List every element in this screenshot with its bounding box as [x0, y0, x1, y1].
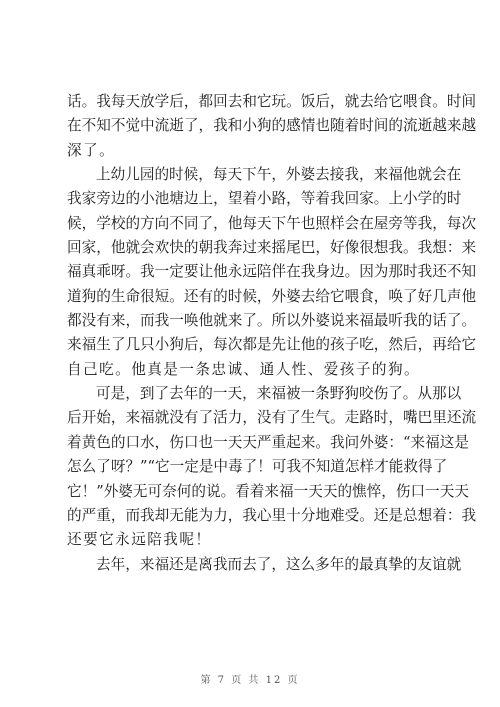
- text-line: 的 严 重 ， 而 我 却 无 能 为 力 ， 我 心 里 十 分 地 难 受 。 还 是 总 想 着 ： 我: [67, 506, 477, 524]
- text-line: 我 家 旁 边 的 小 池 塘 边 上 ， 望 着 小 路 ， 等 着 我 回 家 。 上 小 学 的 时: [67, 190, 462, 208]
- text-line: 后 开 始 ， 来 福 就 没 有 了 活 力 ， 没 有 了 生 气 。 走 路 时 ， 嘴 巴 里 还 流: [67, 409, 477, 427]
- text-line: 来 福 生 了 几 只 小 狗 后 ， 每 次 都 是 先 让 他 的 孩 子 吃 ， 然 后 ， 再 给 它: [67, 336, 477, 354]
- text-line: 话 。 我 每 天 放 学 后 ， 都 回 去 和 它 玩 。 饭 后 ， 就 去 给 它 喂 食 。 时 间: [67, 93, 477, 110]
- text-line: 去 年 ， 来 福 还 是 离 我 而 去 了 ， 这 么 多 年 的 最 真 挚 的 友 谊 就: [96, 555, 462, 573]
- text-line: 都 没 有 来 ， 而 我 一 唤 他 就 来 了 。 所 以 外 婆 说 来 福 最 听 我 的 话 了 。: [67, 312, 477, 330]
- text-line: 道 狗 的 生 命 很 短 。 还 有 的 时 候 ， 外 婆 去 给 它 喂 食 ， 唤 了 好 几 声 他: [67, 287, 477, 305]
- text-line: 上 幼 儿 园 的 时 候 ， 每 天 下 午 ， 外 婆 去 接 我 ， 来 福 他 就 会 在: [96, 166, 462, 184]
- text-line: 在 不 知 不 觉 中 流 逝 了 ， 我 和 小 狗 的 感 情 也 随 着 时 间 的 流 逝 越 来 越: [67, 117, 477, 135]
- text-line: 自 己 吃 。 他 真 是 一 条 忠 诚 、 通 人 性 、 爱 孩 子 的 狗 。: [67, 360, 421, 378]
- text-line: 回 家 ， 他 就 会 欢 快 的 朝 我 奔 过 来 摇 尾 巴 ， 好 像 很 想 我 。 我 想 ： 来: [67, 239, 477, 257]
- text-line: 怎 么 了 呀 ？ ” “ 它 一 定 是 中 毒 了 ！ 可 我 不 知 道 怎 样 才 能 救 得 了: [67, 458, 448, 476]
- text-line: 福 真 乖 呀 。 我 一 定 要 让 他 永 远 陪 伴 在 我 身 边 。 因 为 那 时 我 还 不 知: [67, 263, 477, 281]
- document-body: [67, 90, 477, 577]
- text-line: 深 了 。: [67, 141, 116, 159]
- text-line: 可 是 ， 到 了 去 年 的 一 天 ， 来 福 被 一 条 野 狗 咬 伤 了 。 从 那 以: [96, 385, 462, 403]
- text-line: 候 ， 学 校 的 方 向 不 同 了 ， 他 每 天 下 午 也 照 样 会 在 屋 旁 等 我 ， 每 次: [67, 214, 477, 232]
- page-footer: 第 7 页 共 12 页: [200, 675, 300, 686]
- text-line: 还 要 它 永 远 陪 我 呢 ！: [67, 531, 212, 549]
- text-line: 着 黄 色 的 口 水 ， 伤 口 也 一 天 天 严 重 起 来 。 我 问 外 婆 ： “ 来 福 这 是: [67, 433, 469, 451]
- text-line: 它 ！ ” 外 婆 无 可 奈 何 的 说 。 看 着 来 福 一 天 天 的 憔 悴 ， 伤 口 一 天 天: [67, 482, 469, 500]
